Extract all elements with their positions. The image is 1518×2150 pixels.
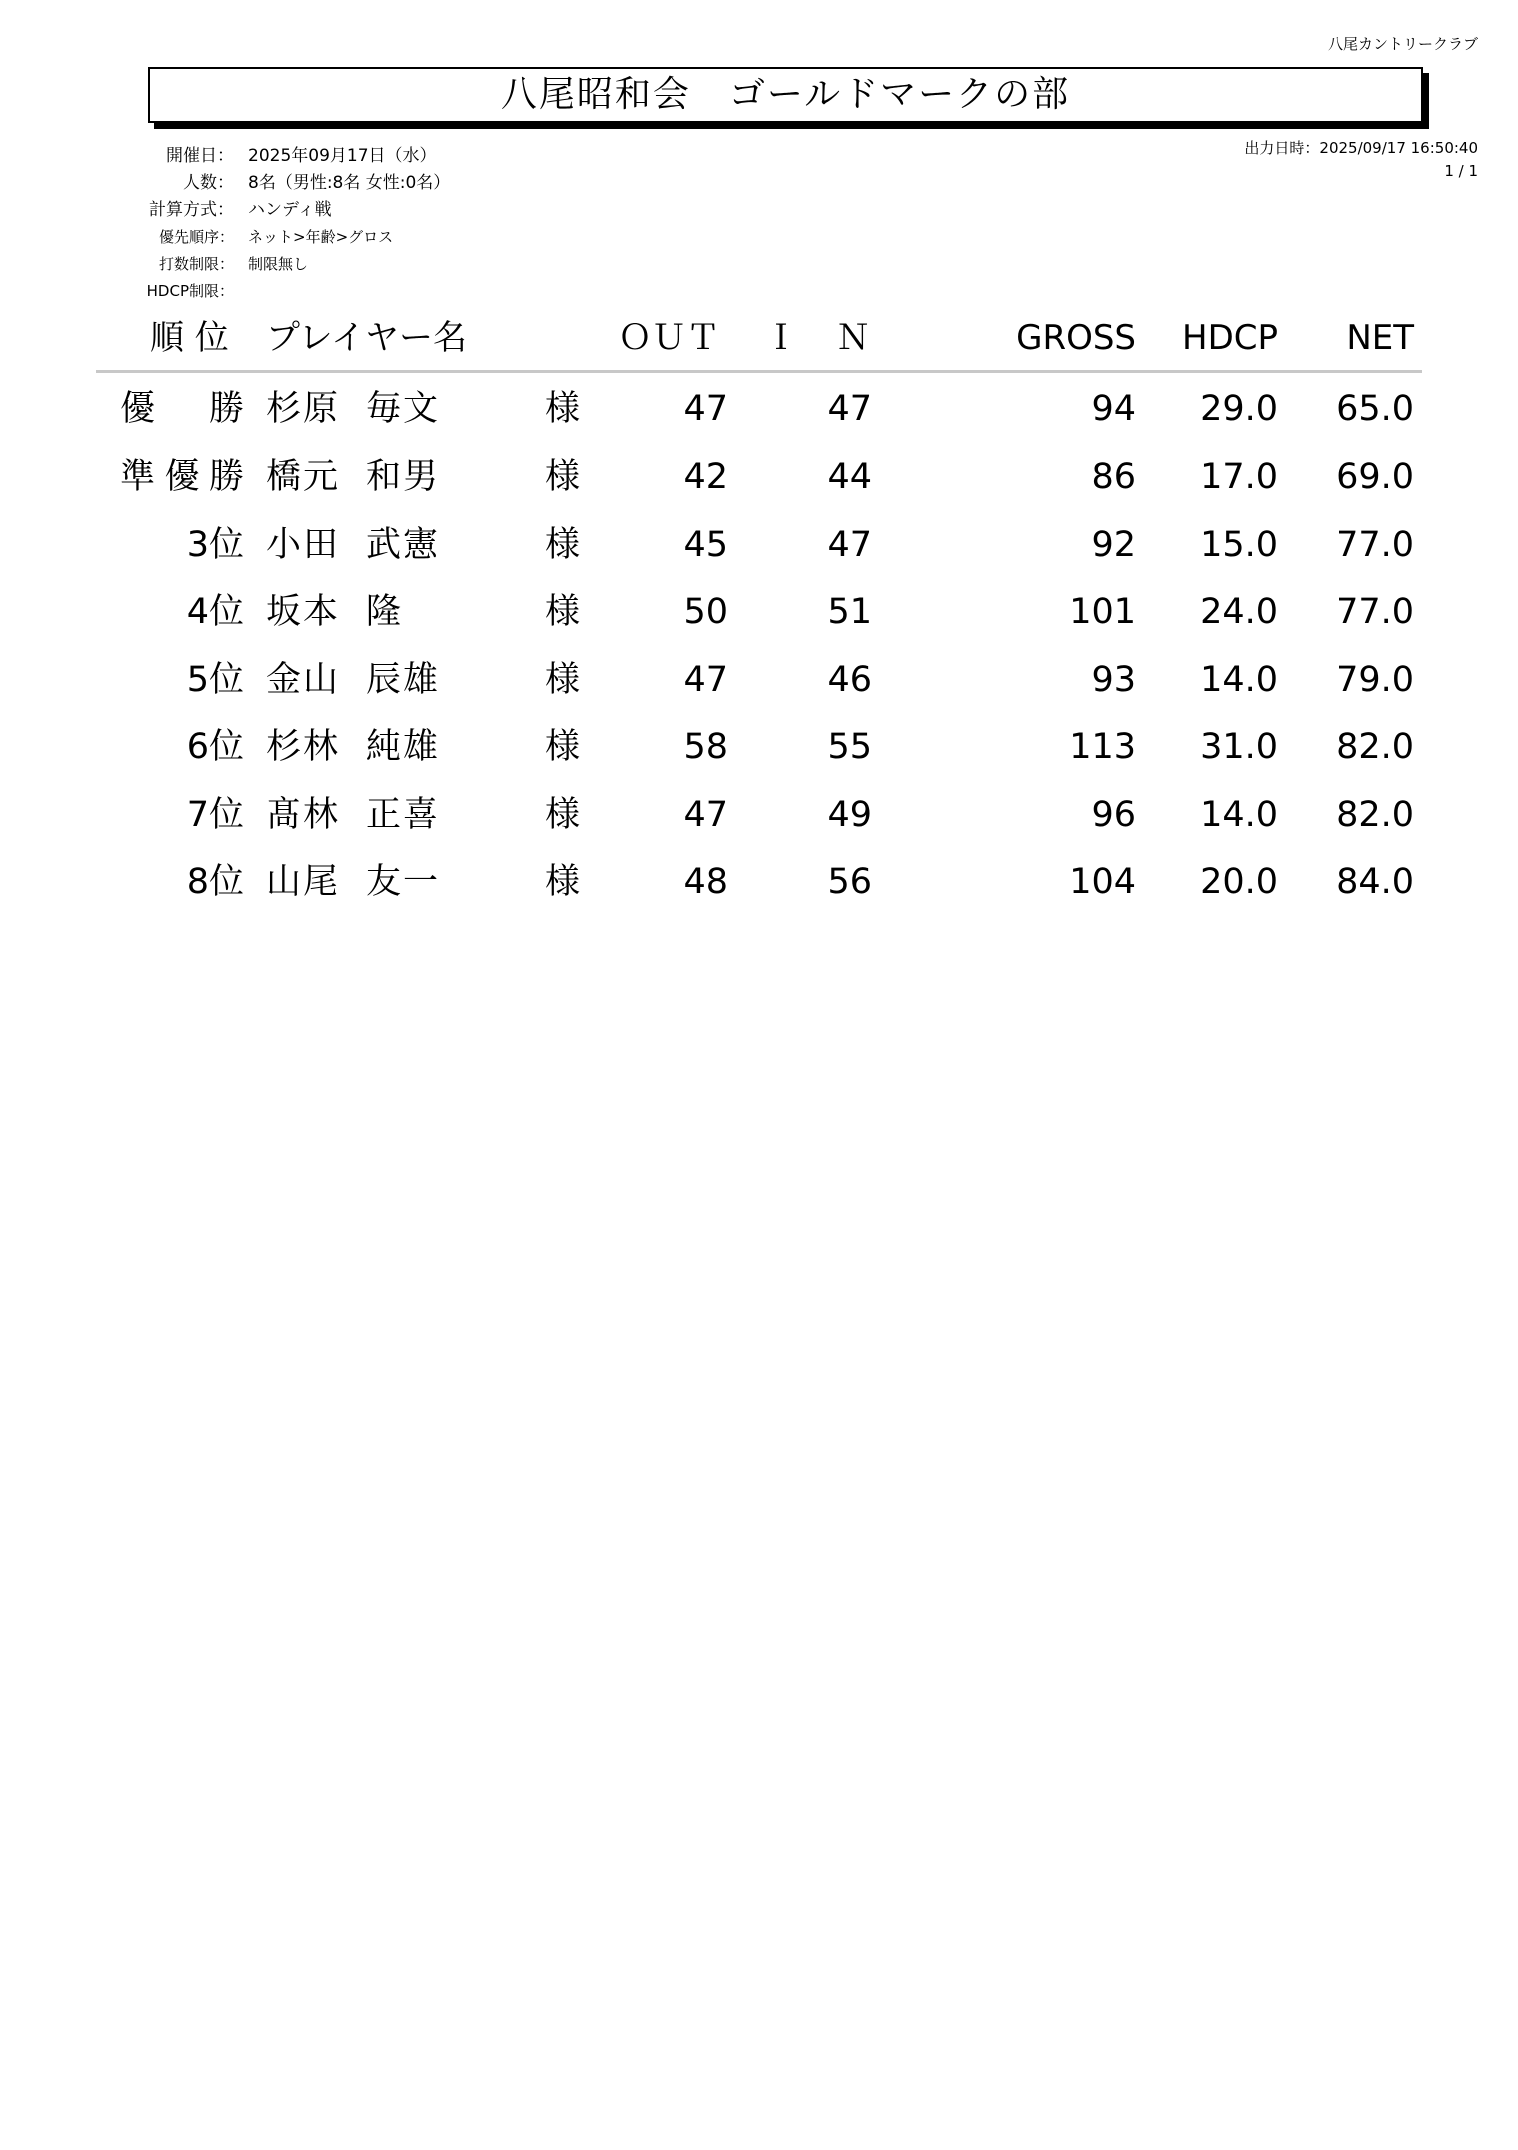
rank-cell: 8位: [186, 862, 244, 902]
meta-label: 開催日：: [166, 146, 234, 166]
out-score-cell: 42: [683, 457, 728, 497]
meta-value: 制限無し: [248, 255, 309, 273]
rank-cell: 5位: [186, 660, 244, 700]
given-name-cell: 純雄: [366, 727, 441, 767]
given-name-cell: 和男: [366, 457, 441, 497]
rank-cell: 準優勝: [120, 457, 244, 497]
honorific-cell: 様: [545, 525, 581, 565]
hdcp-cell: 31.0: [1200, 727, 1278, 767]
page-number: 1 / 1: [1444, 162, 1478, 180]
rank-cell: 優勝: [120, 389, 244, 429]
rank-cell: 6位: [186, 727, 244, 767]
net-cell: 82.0: [1336, 727, 1414, 767]
header-in-n: Ｎ: [836, 318, 870, 358]
rank-cell: 7位: [186, 795, 244, 835]
table-row: [0, 650, 1518, 710]
header-player: プレイヤー名: [266, 318, 467, 358]
gross-cell: 93: [1091, 660, 1136, 700]
hdcp-cell: 14.0: [1200, 660, 1278, 700]
honorific-cell: 様: [545, 727, 581, 767]
meta-row-hdcp-limit: [128, 278, 450, 305]
in-score-cell: 55: [827, 727, 872, 767]
given-name-cell: 友一: [366, 862, 441, 902]
net-cell: 77.0: [1336, 525, 1414, 565]
hdcp-cell: 20.0: [1200, 862, 1278, 902]
rank-cell: 4位: [186, 592, 244, 632]
honorific-cell: 様: [545, 795, 581, 835]
in-score-cell: 44: [827, 457, 872, 497]
table-row: [0, 447, 1518, 507]
header-net: NET: [1346, 318, 1414, 358]
honorific-cell: 様: [545, 389, 581, 429]
table-row: [0, 852, 1518, 912]
hdcp-cell: 15.0: [1200, 525, 1278, 565]
hdcp-cell: 29.0: [1200, 389, 1278, 429]
net-cell: 69.0: [1336, 457, 1414, 497]
surname-cell: 髙林: [266, 795, 341, 835]
net-cell: 65.0: [1336, 389, 1414, 429]
table-row: [0, 379, 1518, 439]
meta-label: 打数制限：: [158, 255, 234, 273]
given-name-cell: 毎文: [366, 389, 441, 429]
surname-cell: 坂本: [266, 592, 341, 632]
net-cell: 82.0: [1336, 795, 1414, 835]
meta-row-priority: [128, 224, 450, 251]
header-hdcp: HDCP: [1182, 318, 1278, 358]
gross-cell: 94: [1091, 389, 1136, 429]
surname-cell: 橋元: [266, 457, 341, 497]
in-score-cell: 47: [827, 525, 872, 565]
honorific-cell: 様: [545, 457, 581, 497]
header-divider: [96, 370, 1422, 373]
club-name: 八尾カントリークラブ: [1327, 35, 1478, 53]
in-score-cell: 49: [827, 795, 872, 835]
out-score-cell: 58: [683, 727, 728, 767]
gross-cell: 113: [1069, 727, 1136, 767]
table-row: [0, 717, 1518, 777]
meta-value: ネット>年齢>グロス: [248, 228, 394, 246]
honorific-cell: 様: [545, 592, 581, 632]
meta-label: 優先順序：: [158, 228, 234, 246]
meta-label: 計算方式：: [149, 200, 234, 220]
meta-label: HDCP制限：: [146, 282, 234, 300]
event-info: [128, 143, 450, 305]
print-timestamp: 出力日時：2025/09/17 16:50:40: [1244, 139, 1478, 157]
page-title: 八尾昭和会 ゴールドマークの部: [148, 67, 1423, 123]
given-name-cell: 正喜: [366, 795, 441, 835]
out-score-cell: 48: [683, 862, 728, 902]
hdcp-cell: 14.0: [1200, 795, 1278, 835]
hdcp-cell: 24.0: [1200, 592, 1278, 632]
in-score-cell: 51: [827, 592, 872, 632]
surname-cell: 杉原: [266, 389, 341, 429]
gross-cell: 96: [1091, 795, 1136, 835]
gross-cell: 86: [1091, 457, 1136, 497]
rank-cell: 3位: [186, 525, 244, 565]
gross-cell: 92: [1091, 525, 1136, 565]
meta-row-date: [128, 143, 450, 170]
in-score-cell: 56: [827, 862, 872, 902]
surname-cell: 杉林: [266, 727, 341, 767]
gross-cell: 101: [1069, 592, 1136, 632]
honorific-cell: 様: [545, 660, 581, 700]
meta-value: 8名（男性:8名 女性:0名）: [248, 173, 451, 193]
meta-label: 人数：: [183, 173, 234, 193]
header-gross: GROSS: [1016, 318, 1136, 358]
gross-cell: 104: [1069, 862, 1136, 902]
table-row: [0, 785, 1518, 845]
header-in-i: Ｉ: [764, 318, 798, 358]
out-score-cell: 47: [683, 660, 728, 700]
table-row: [0, 515, 1518, 575]
hdcp-cell: 17.0: [1200, 457, 1278, 497]
header-rank: 順 位: [150, 318, 229, 358]
surname-cell: 小田: [266, 525, 341, 565]
meta-row-count: [128, 170, 450, 197]
given-name-cell: 武憲: [366, 525, 441, 565]
meta-value: 2025年09月17日（水）: [248, 146, 437, 166]
meta-row-method: [128, 197, 450, 224]
meta-row-stroke-limit: [128, 251, 450, 278]
out-score-cell: 47: [683, 389, 728, 429]
net-cell: 84.0: [1336, 862, 1414, 902]
surname-cell: 山尾: [266, 862, 341, 902]
net-cell: 77.0: [1336, 592, 1414, 632]
table-row: [0, 582, 1518, 642]
given-name-cell: 辰雄: [366, 660, 441, 700]
out-score-cell: 45: [683, 525, 728, 565]
in-score-cell: 46: [827, 660, 872, 700]
surname-cell: 金山: [266, 660, 341, 700]
header-out: ＯＵＴ: [618, 318, 720, 358]
net-cell: 79.0: [1336, 660, 1414, 700]
out-score-cell: 50: [683, 592, 728, 632]
given-name-cell: 隆: [366, 592, 404, 632]
in-score-cell: 47: [827, 389, 872, 429]
honorific-cell: 様: [545, 862, 581, 902]
meta-value: ハンディ戦: [248, 200, 332, 220]
out-score-cell: 47: [683, 795, 728, 835]
